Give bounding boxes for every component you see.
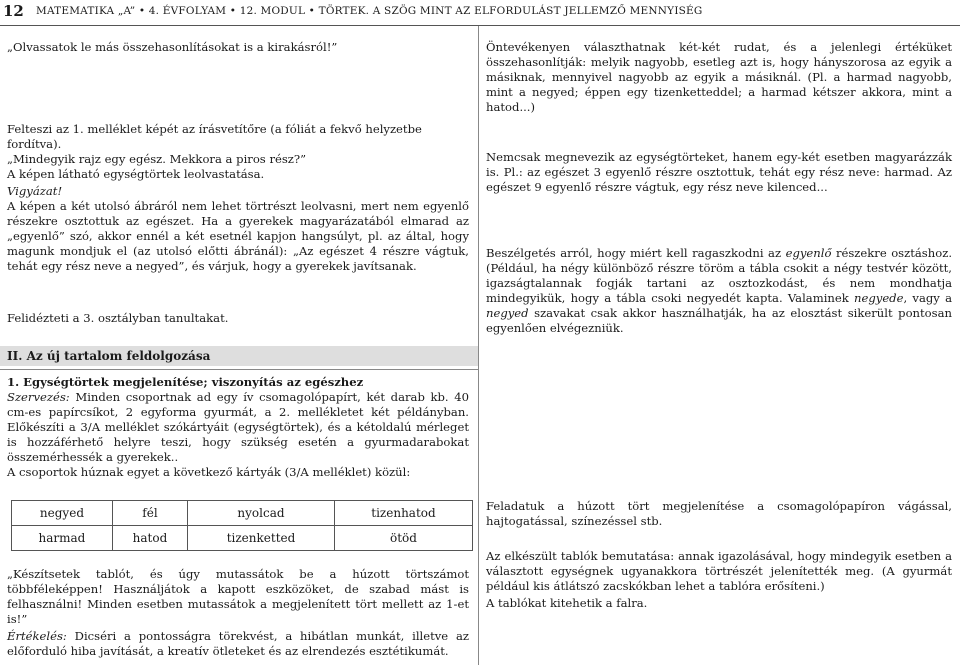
equal-parts-paragraph <box>486 246 952 336</box>
evaluation-text: Dicséri a pontosságra törekvést, a hibátlan munkát, illetve az előforduló hiba javítását, a kreatív ötleteket és az elrendezés esztétikumát. <box>7 629 469 658</box>
organization-text: Minden csoportnak ad egy ív csomagolópapírt, két darab kb. 40 cm-es papírcsíkot, 2 egyforma gyurmát, a 2. mellékletet két példányban. Előkészíti a 3/A melléklet szókártyáit (egységtörtek), és a kétoldalú mérleget is hozzáférhető helyre teszi, hogy szükség esetén a gyurmadarabokat összemérhessék a gyerekek.. <box>7 390 469 464</box>
projector-line: A képen látható egységtörtek leolvastatása. <box>7 167 265 181</box>
word-card: ötöd <box>334 526 472 551</box>
word-card: nyolcad <box>188 501 335 526</box>
projector-block <box>7 122 469 182</box>
text-run: , vagy a <box>903 291 952 305</box>
word-card: fél <box>112 501 187 526</box>
projector-line: Felteszi az 1. melléklet képét az írásvetítőre (a fóliát a fekvő helyzetbe fordítva). <box>7 122 422 151</box>
word-cards-table <box>11 500 473 551</box>
text-run: részekre osztáshoz. (Például, ha négy különböző részre töröm a tábla csokit a négy testvér között, igazságtalannak fogják tartani az osztozkodást, és nem mondhatja mindegyikük, hogy a tábla csoki negyedét kapta. Valaminek <box>486 246 953 305</box>
presentation-paragraph: Az elkészült tablók bemutatása: annak igazolásával, hogy mindegyik esetben a választott egységnek ugyanakkora törtrészét jelenítették meg. (A gyurmát például kis átlátszó zacskókban lehet a tablóra erősíteni.) <box>486 549 952 593</box>
cards-row <box>12 526 473 551</box>
page-number: 12 <box>3 2 24 20</box>
emphasis-quarter: negyed <box>486 306 529 320</box>
word-card: hatod <box>112 526 187 551</box>
task-block <box>7 375 469 480</box>
page-header <box>0 0 960 24</box>
warning-text: A képen a két utolsó ábráról nem lehet törtrészt leolvasni, mert nem egyenlő részekre osztottuk az egészet. Ha a gyerekek magyarázatából elmarad az „egyenlő” szó, akkor ennél a két esetnél kapjon hangsúlyt, pl. az által, hogy magunk mondjuk el (az utolsó előtti ábránál): „Az egészet 4 részre vágtuk, tehát egy rész neve a negyed”, és várjuk, hogy a gyerekek javítsanak. <box>7 199 469 273</box>
cards-row <box>12 501 473 526</box>
word-card: tizenhatod <box>334 501 472 526</box>
instruction-quote: „Készítsetek tablót, és úgy mutassátok be a húzott törtszámot többféleképpen! Használjátok a kapott eszközöket, de szabad mást is felhasználni! Minden esetben mutassátok a megjelenített tört mellett az 1-et is!” <box>7 567 469 626</box>
comparison-paragraph: Öntevékenyen választhatnak két-két rudat, és a jelenlegi értéküket összehasonlítják: melyik nagyobb, esetleg azt is, hogy hányszorosa az egyik a másiknak, mennyivel nagyobb az egyik a másiknál. (Pl. a harmad nagyobb, mint a negyed; éppen egy tizenketteddel; a harmad kétszer akkora, mint a hatod...) <box>486 40 952 114</box>
evaluation-label: Értékelés: <box>7 629 67 643</box>
emphasis-equal: egyenlő <box>785 246 832 260</box>
warning-block <box>7 184 469 274</box>
header-divider <box>0 25 960 26</box>
text-run: szavakat csak akkor használhatják, ha az elosztást sikerült pontosan egyenlően elvégezniük. <box>486 306 952 335</box>
word-card: negyed <box>12 501 113 526</box>
cards-intro: A csoportok húznak egyet a következő kártyák (3/A melléklet) közül: <box>7 465 411 479</box>
section-title: II. Az új tartalom feldolgozása <box>7 349 211 363</box>
word-card: harmad <box>12 526 113 551</box>
task-heading: 1. Egységtörtek megjelenítése; viszonyítás az egészhez <box>7 375 364 389</box>
organization-label: Szervezés: <box>7 390 70 404</box>
wall-paragraph: A tablókat kitehetik a falra. <box>486 596 648 610</box>
projector-line: „Mindegyik rajz egy egész. Mekkora a piros rész?” <box>7 152 307 166</box>
warning-label: Vigyázat! <box>7 184 63 198</box>
evaluation-paragraph <box>7 629 469 659</box>
quote-intro: „Olvassatok le más összehasonlításokat is a kirakásról!” <box>7 40 338 54</box>
naming-paragraph: Nemcsak megnevezik az egységtörteket, hanem egy-két esetben magyarázzák is. Pl.: az egészet 3 egyenlő részre osztottuk, tehát egy rész neve: harmad. Az egészet 9 egyenlő részre vágtuk, egy rész neve kilenced... <box>486 150 952 194</box>
word-card: tizenketted <box>188 526 335 551</box>
running-title: MATEMATIKA „A” • 4. ÉVFOLYAM • 12. MODUL • TÖRTEK. A SZÖG MINT AZ ELFORDULÁST JELLEMZŐ MENNYISÉG <box>36 5 703 17</box>
recall-text: Felidézteti a 3. osztályban tanultakat. <box>7 311 229 325</box>
section-divider <box>0 369 478 370</box>
emphasis-quarter-of: negyede <box>854 291 904 305</box>
task-paragraph: Feladatuk a húzott tört megjelenítése a csomagolópapíron vágással, hajtogatással, színezéssel stb. <box>486 499 952 528</box>
column-divider <box>478 26 479 665</box>
text-run: Beszélgetés arról, hogy miért kell ragaszkodni az <box>486 246 786 260</box>
organization-paragraph <box>7 390 469 465</box>
